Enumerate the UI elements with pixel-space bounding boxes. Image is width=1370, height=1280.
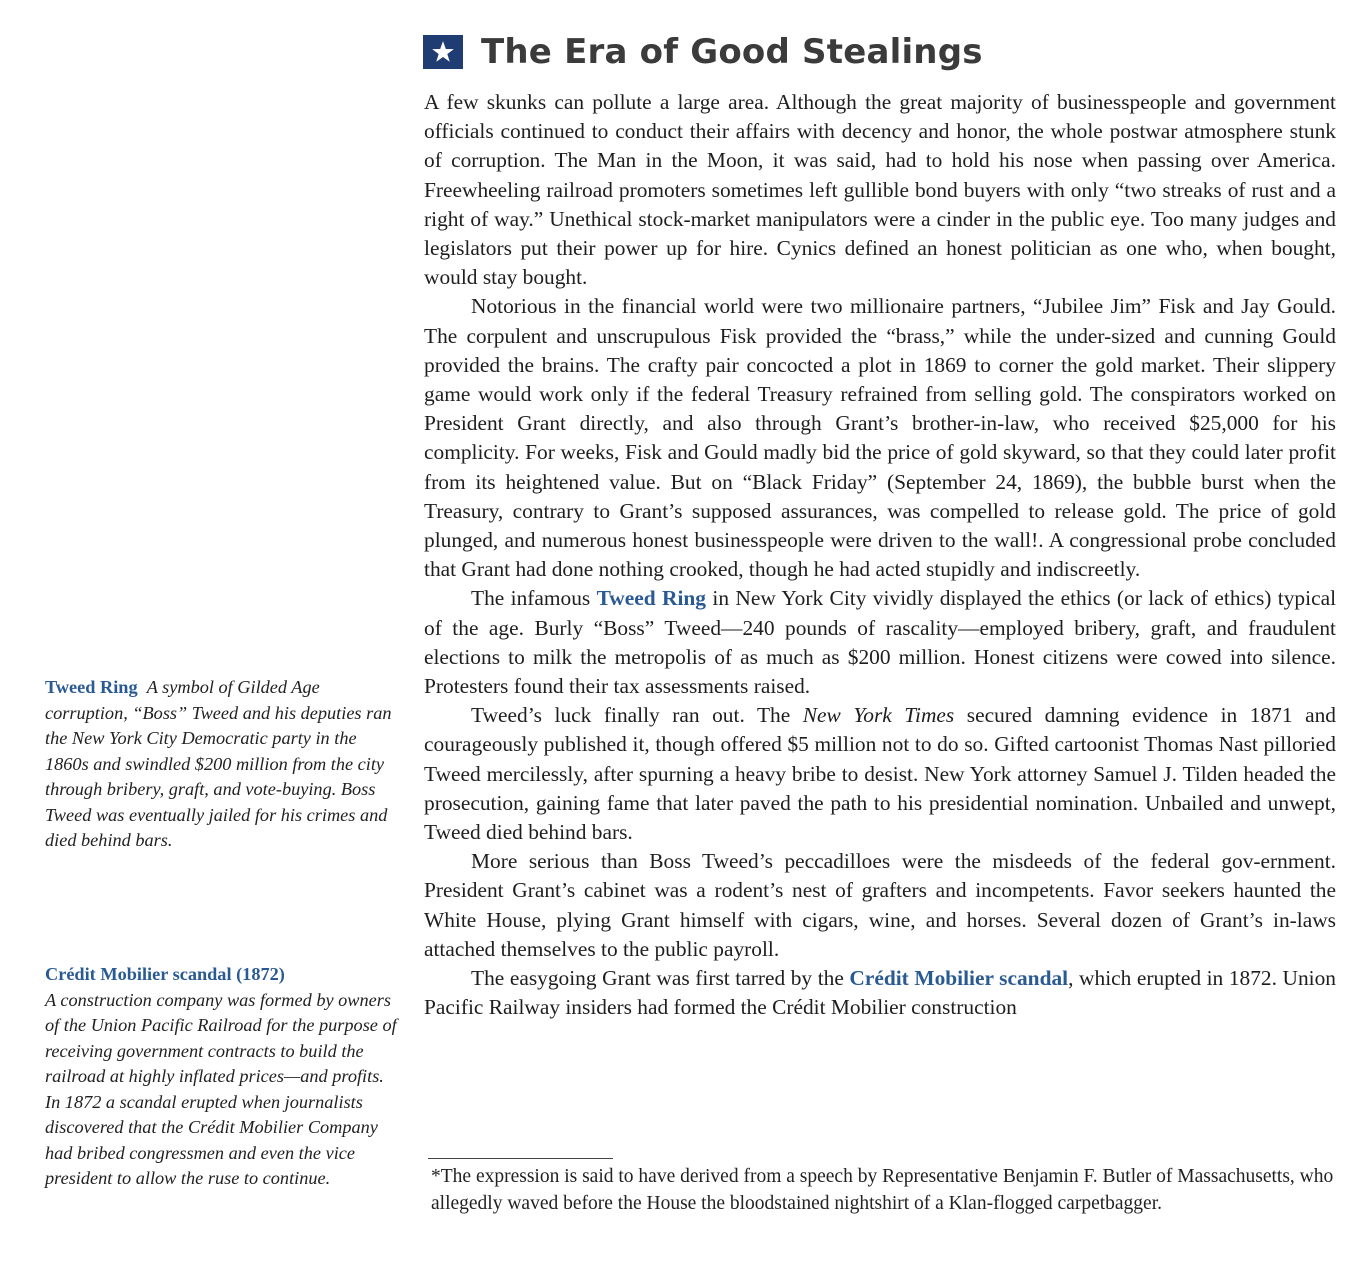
paragraph-text: The infamous xyxy=(471,586,597,611)
glossary-entry-credit-mobilier xyxy=(45,962,397,1192)
glossary-entry-tweed-ring xyxy=(45,675,397,854)
main-text-column xyxy=(424,88,1336,1023)
paragraph-text: The easygoing Grant was first tarred by the xyxy=(471,966,850,991)
glossary-term: Tweed Ring xyxy=(45,677,138,697)
paragraph-text: , which erupted in 1872. Union Pacific Railway insiders had formed the Crédit Mobilier construction xyxy=(424,966,1337,1020)
paragraph-federal-government: More serious than Boss Tweed’s peccadilloes were the misdeeds of the federal gov-ernment. President Grant’s cabinet was a rodent’s nest of grafters and incompetents. Favor seekers haunted the White House, plying Grant himself with cigars, wine, and horses. Several dozen of Grant’s in-laws attached themselves to the public payroll. xyxy=(424,849,1336,961)
star-icon xyxy=(423,35,463,69)
paragraph-text: Tweed’s luck finally ran out. The xyxy=(471,703,803,728)
paragraph-intro: A few skunks can pollute a large area. Although the great majority of businesspeople and government officials continued to conduct their affairs with decency and honor, the whole postwar atmosphere stunk of corruption. The Man in the Moon, it was said, had to hold his nose when passing over America. Freewheeling railroad promoters sometimes left gullible bond buyers with only “two streaks of rust and a right of way.” Unethical stock-market manipulators were a cinder in the public eye. Too many judges and legislators put their power up for hire. Cynics defined an honest politician as one who, when bought, would stay bought. xyxy=(424,90,1336,290)
glossary-definition: A construction company was formed by owners of the Union Pacific Railroad for the purpose of receiving government contracts to build the railroad at highly inflated prices—and profits. In 1872 a scandal erupted when journalists discovered that the Crédit Mobilier Company had bribed congressmen and even the vice president to allow the ruse to continue. xyxy=(45,989,397,1188)
paragraph-credit-mobilier xyxy=(424,964,1336,1022)
paragraph-fisk-gould: Notorious in the financial world were two millionaire partners, “Jubilee Jim” Fisk and Jay Gould. The corpulent and unscrupulous Fisk provided the “brass,” while the under-sized and cunning Gould provided the brains. The crafty pair concocted a plot in 1869 to corner the gold market. Their slippery game would work only if the federal Treasury refrained from selling gold. The conspirators worked on President Grant directly, and also through Grant’s brother-in-law, who received $25,000 for his complicity. For weeks, Fisk and Gould madly bid the price of gold skyward, so that they could later profit from its heightened value. But on “Black Friday” (September 24, 1869), the bubble burst when the Treasury, contrary to Grant’s supposed assurances, was compelled to release gold. The price of gold plunged, and numerous honest businesspeople were driven to the wall!. A congressional probe concluded that Grant had done nothing crooked, though he had acted stupidly and indiscreetly. xyxy=(424,294,1336,582)
tweed-ring-term[interactable]: Tweed Ring xyxy=(596,586,706,611)
section-title: The Era of Good Stealings xyxy=(481,32,983,72)
paragraph-text: secured damning evidence in 1871 and courageously published it, though offered $5 million not to do so. Gifted cartoonist Thomas Nast pilloried Tweed mercilessly, after spurning a heavy bribe to desist. New York attorney Samuel J. Tilden headed the prosecution, gaining fame that later paved the path to his presidential nomination. Unbailed and unwept, Tweed died behind bars. xyxy=(424,703,1336,845)
paragraph-text: in New York City vividly displayed the ethics (or lack of ethics) typical of the age. Burly “Boss” Tweed—240 pounds of rascality—employed bribery, graft, and fraudulent elections to milk the metropolis of as much as $200 million. Honest citizens were cowed into silence. Protesters found their tax assessments raised. xyxy=(424,586,1337,699)
footnote: *The expression is said to have derived from a speech by Representative Benjamin F. Butler of Massachusetts, who allegedly waved before the House the bloodstained nightshirt of a Klan-flogged carpetbagger. xyxy=(431,1166,1334,1214)
paragraph-tweed-luck xyxy=(424,701,1336,847)
section-heading xyxy=(423,28,983,76)
newspaper-title: New York Times xyxy=(802,703,955,728)
footnote-divider xyxy=(428,1158,613,1159)
paragraph-tweed-ring xyxy=(424,584,1336,701)
credit-mobilier-term[interactable]: Crédit Mobilier scandal xyxy=(849,966,1069,991)
glossary-definition: A symbol of Gilded Age corruption, “Boss” Tweed and his deputies ran the New York City Democratic party in the 1860s and swindled $200 million from the city through bribery, graft, and vote-buying. Boss Tweed was eventually jailed for his crimes and died behind bars. xyxy=(45,677,392,850)
glossary-term: Crédit Mobilier scandal (1872) xyxy=(45,964,285,984)
